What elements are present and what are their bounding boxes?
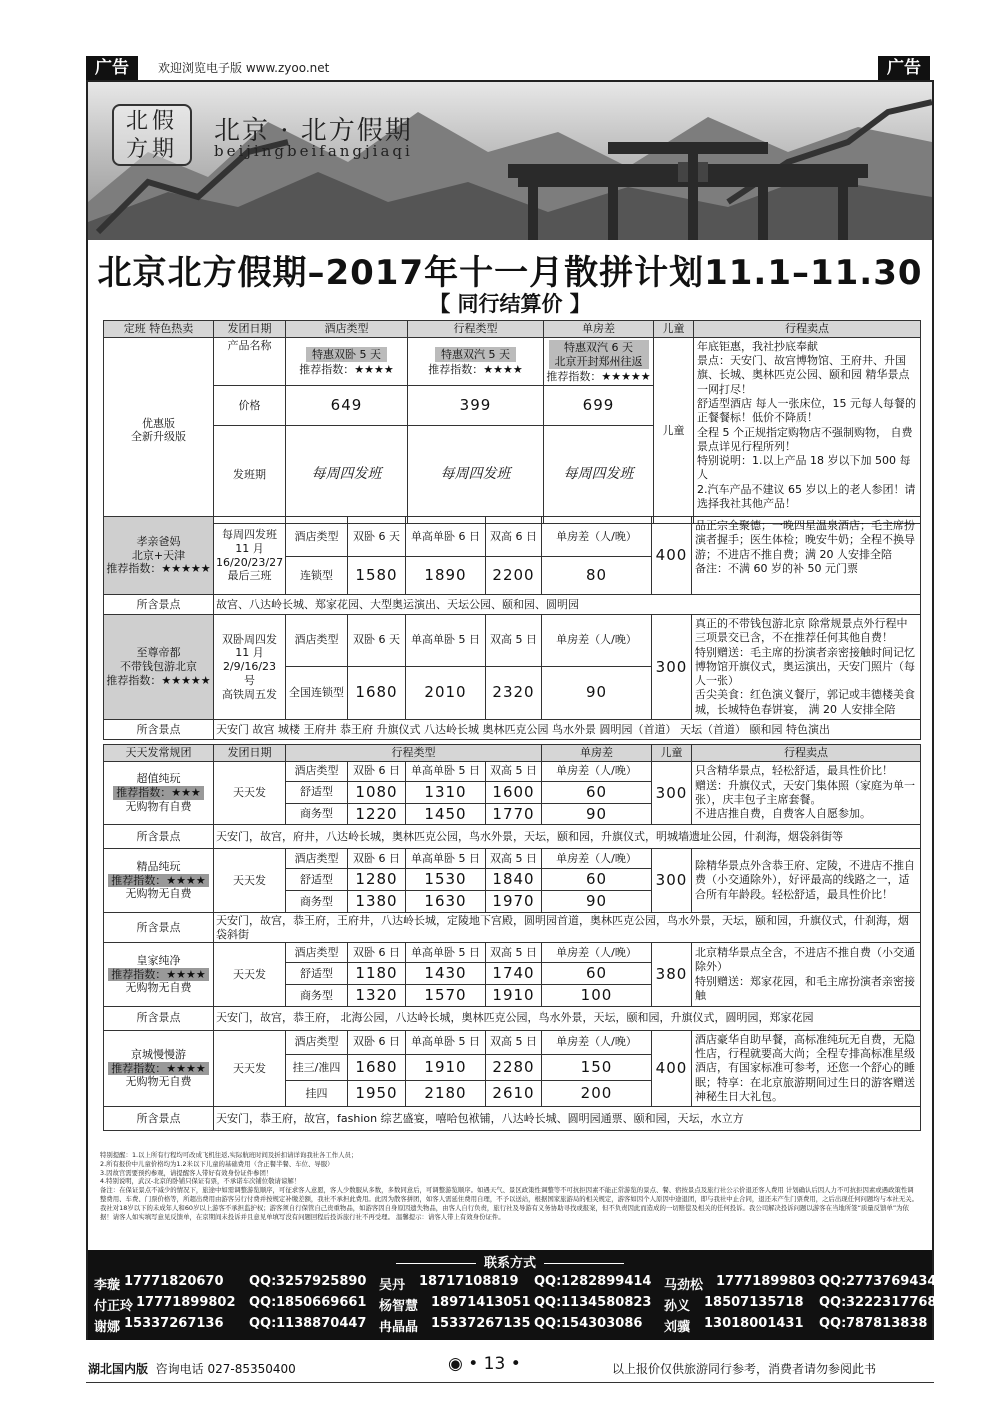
col-label: 单房差（人/晚） (542, 517, 652, 557)
qq-label: QQ: (819, 1274, 847, 1289)
price-value: 90 (542, 891, 652, 913)
product-cell (408, 337, 544, 385)
contact-name: 孙义 (664, 1299, 691, 1314)
header-cell: 发团日期 (214, 745, 286, 762)
col-label: 酒店类型 (286, 849, 348, 869)
price-value: 1770 (486, 803, 542, 825)
price-value: 1220 (348, 803, 406, 825)
price-value: 2010 (406, 666, 486, 720)
header-cell: 行程卖点 (692, 745, 921, 762)
hotel-type: 舒适型 (286, 781, 348, 803)
contact-qq: 3257925890 (276, 1274, 367, 1289)
header-cell: 单房差 (544, 321, 654, 338)
contact-name: 谢娜 (94, 1320, 121, 1335)
col-label: 单高单卧 5 日 (406, 943, 486, 963)
label-price: 价格 (214, 386, 286, 426)
contact-phone: 13018001431 (704, 1316, 804, 1331)
welcome-text: 欢迎浏览电子版 www.zyoo.net (158, 61, 330, 75)
contact-name: 付正玲 (94, 1299, 134, 1314)
col-label: 单高单卧 5 日 (406, 849, 486, 869)
edition-label: 湖北国内版 (88, 1362, 149, 1376)
spots-list: 故宫、八达岭长城、郑家花园、大型奥运演出、天坛公园、颐和园、圆明园 (214, 595, 921, 615)
col-label: 单房差（人/晚） (542, 1030, 652, 1054)
col-label: 双卧 6 日 (348, 943, 406, 963)
header-cell: 儿童 (654, 321, 694, 338)
qq-label: QQ: (534, 1295, 562, 1310)
header-cell: 酒店类型 (286, 321, 408, 338)
price-value: 1630 (406, 891, 486, 913)
selling-points: 真正的不带钱包游北京 除常规景点外行程中三项景交已含，不在推荐任何其他自费！ 特别赠送：毛主席的扮演者亲密接触时间记忆博物馆开旗仪式，奥运演出，天安门照片（每人一张） 舌尖美食：红色演义餐厅，郭记或丰德楼美食城，长城特色春饼宴， 满 20 人安排全陪 (692, 615, 921, 720)
child-price: 400 (652, 1030, 692, 1106)
hotel-type: 全国连锁型 (286, 666, 348, 720)
product-note: 无购物有自费 (125, 799, 192, 813)
hotel-type: 舒适型 (286, 963, 348, 985)
price-value: 1450 (406, 803, 486, 825)
product-name: 京城慢慢游 (131, 1047, 186, 1061)
product-cell (104, 943, 214, 1007)
contact-phone: 18971413051 (431, 1295, 531, 1310)
price-value: 100 (542, 985, 652, 1007)
schedule-value: 每周四发班 (408, 426, 544, 524)
group-name: 优惠版 全新升级版 (104, 337, 214, 523)
page-title: 北京北方假期–2017年十一月散拼计划11.1–11.30 (97, 253, 923, 293)
recommend-index: 推荐指数：★★★★ (108, 874, 208, 888)
price-value: 1910 (486, 985, 542, 1007)
price-value: 1600 (486, 781, 542, 803)
price-value: 1320 (348, 985, 406, 1007)
product-name: 特惠双卧 5 天 (306, 347, 387, 363)
brand-seal: 北假方期 (112, 104, 192, 166)
hotel-type: 挂三/准四 (286, 1054, 348, 1080)
product-cell (104, 615, 214, 720)
price-value: 1380 (348, 891, 406, 913)
child-price: 380 (652, 943, 692, 1007)
banner-pinyin: beijingbeifangjiaqi (214, 142, 413, 160)
contact-name: 杨智慧 (379, 1299, 419, 1314)
spots-label: 所含景点 (104, 825, 214, 849)
col-label: 酒店类型 (286, 761, 348, 781)
spots-list: 天安门，故宫，恭王府， 北海公园，八达岭长城，奥林匹克公园，鸟水外景，天坛，颐和园，升旗仪式，圆明园，郑家花园 (214, 1006, 921, 1030)
qq-label: QQ: (534, 1274, 562, 1289)
table-header-row (104, 745, 921, 762)
hotel-type: 商务型 (286, 803, 348, 825)
selling-points: 品正宗全聚德；一晚四星温泉酒店；毛主席扮演者握手；医生体检；晚安牛奶；全程不换导游；不进店不推自费；满 20 人安排全陪 备注：不满 60 岁的补 50 元门票 (692, 517, 921, 595)
contact-phone: 18507135718 (704, 1295, 804, 1310)
recommend-index: 推荐指数：★★★★ (299, 363, 394, 377)
departure-date: 天天发 (214, 761, 286, 825)
contact-qq: 1134580823 (561, 1295, 652, 1310)
price-value: 1570 (406, 985, 486, 1007)
selling-points: 酒店豪华自助早餐，高标准纯玩无自费，无隐性店，行程就要高大尚；全程专排高标准星级酒店，有国家标准可参考，还您一个舒心的睡眠；特享：在北京旅游期间过生日的游客赠送神秘生日大礼包。 (692, 1030, 921, 1106)
label-product-name: 产品名称 (214, 337, 286, 385)
product-cell (544, 337, 654, 385)
price-value: 1950 (348, 1081, 406, 1107)
recommend-index: 推荐指数：★★★★★ (106, 673, 211, 687)
col-label: 双高 5 日 (486, 615, 542, 667)
header-cell: 单房差 (542, 745, 652, 762)
price-value: 80 (542, 557, 652, 595)
col-label: 单高单卧 5 日 (406, 1030, 486, 1054)
col-label: 双卧 6 天 (348, 517, 406, 557)
col-label: 双高 5 日 (486, 943, 542, 963)
price-value: 1280 (348, 869, 406, 891)
footer-edition (88, 1360, 296, 1377)
header-cell: 天天发常规团 (104, 745, 214, 762)
col-label: 单房差（人/晚） (542, 943, 652, 963)
contact-title (88, 1252, 932, 1271)
product-cell (104, 849, 214, 913)
product-note: 无购物无自费 (125, 887, 192, 901)
price-value: 1840 (486, 869, 542, 891)
contact-phone: 15337267136 (124, 1316, 224, 1331)
price-value: 1580 (348, 557, 406, 595)
contact-phone: 15337267135 (431, 1316, 531, 1331)
schedule-value: 每周四发班 (544, 426, 654, 524)
col-label: 双高 5 日 (486, 849, 542, 869)
hotline: 咨询电话 027-85350400 (155, 1362, 296, 1376)
col-label: 双高 5 日 (486, 761, 542, 781)
spots-list: 天安门，故宫，恭王府，王府井，八达岭长城，定陵地下宫殿，圆明园首道，奥林匹克公园，鸟水外景，天坛，颐和园，升旗仪式，什刹海，烟袋斜街 (214, 912, 921, 943)
price-value: 60 (542, 781, 652, 803)
col-label: 酒店类型 (286, 1030, 348, 1054)
header-cell: 儿童 (652, 745, 692, 762)
contact-phone: 17771899803 (716, 1274, 816, 1289)
price-value: 1890 (406, 557, 486, 595)
recommend-index: 推荐指数：★★★★ (108, 1062, 208, 1076)
hotel-type: 挂四 (286, 1081, 348, 1107)
col-label: 单房差（人/晚） (542, 761, 652, 781)
col-label: 双高 6 日 (486, 517, 542, 557)
child-price: 400 (652, 517, 692, 595)
departure-date: 天天发 (214, 1030, 286, 1106)
banner-image (88, 82, 932, 240)
table-daily-tours (103, 744, 921, 1131)
qq-label: QQ: (249, 1316, 277, 1331)
price-value: 1530 (406, 869, 486, 891)
contact-qq: 1138870447 (276, 1316, 367, 1331)
col-label: 单高单卧 5 日 (406, 761, 486, 781)
hotel-type: 舒适型 (286, 869, 348, 891)
product-cell (104, 761, 214, 825)
price-value: 1080 (348, 781, 406, 803)
hotel-type: 商务型 (286, 985, 348, 1007)
contact-name: 冉晶晶 (379, 1320, 419, 1335)
spots-list: 天安门，恭王府，故宫，fashion 综艺盛宴，嘻哈包袱铺，八达岭长城、圆明园通票、颐和园，天坛，水立方 (214, 1107, 921, 1131)
recommend-index: 推荐指数：★★★ (113, 786, 204, 800)
qq-label: QQ: (819, 1295, 847, 1310)
header-cell: 定班 特色热卖 (104, 321, 214, 338)
price-value: 60 (542, 869, 652, 891)
product-name: 特惠双汽 5 天 (435, 347, 516, 363)
great-wall-illustration (88, 82, 932, 240)
product-name: 孝亲爸妈 北京+天津 (131, 534, 186, 562)
price-value: 1970 (486, 891, 542, 913)
col-label: 双高 5 日 (486, 1030, 542, 1054)
contact-qq: 1282899414 (561, 1274, 652, 1289)
col-label: 双卧 6 天 (348, 615, 406, 667)
child-price: 300 (652, 615, 692, 720)
contact-qq: 1850669661 (276, 1295, 367, 1310)
col-label: 双卧 6 日 (348, 1030, 406, 1054)
product-name: 超值纯玩 (136, 772, 181, 786)
footer-rule (86, 1382, 934, 1383)
price-value: 90 (542, 666, 652, 720)
qq-label: QQ: (534, 1316, 562, 1331)
price-value: 699 (544, 386, 654, 426)
departure-date: 天天发 (214, 943, 286, 1007)
price-value: 150 (542, 1054, 652, 1080)
spots-list: 天安门 故宫 城楼 王府井 恭王府 升旗仪式 八达岭长城 奥林匹克公园 鸟水外景 圆明园（首道） 天坛（首道） 颐和园 特色演出 (214, 720, 921, 740)
qq-label: QQ: (819, 1316, 847, 1331)
col-label: 双卧 6 日 (348, 849, 406, 869)
contact-phone: 18717108819 (419, 1274, 519, 1289)
banner-title: 北京 · 北方假期 (214, 116, 413, 146)
spots-label: 所含景点 (104, 912, 214, 943)
product-cell (104, 1030, 214, 1106)
price-value: 2280 (486, 1054, 542, 1080)
price-value: 1680 (348, 666, 406, 720)
ad-label-left: 广告 (86, 56, 138, 80)
departure-date: 天天发 (214, 849, 286, 913)
spots-label: 所含景点 (104, 1107, 214, 1131)
product-name: 皇家纯净 (136, 953, 181, 967)
contact-name: 马劲松 (664, 1278, 704, 1293)
spots-list: 天安门，故宫，府井，八达岭长城，奥林匹克公园，鸟水外景，天坛，颐和园，升旗仪式，明城墙遗址公园，什刹海，烟袋斜街等 (214, 825, 921, 849)
contact-qq: 787813838 (846, 1316, 928, 1331)
child-label: 儿童 (654, 337, 694, 523)
contact-qq: 3222317768 (846, 1295, 937, 1310)
col-label: 酒店类型 (286, 615, 348, 667)
product-name: 特惠双汽 6 天 北京开封郑州往返 (549, 340, 649, 370)
header-cell: 发团日期 (214, 321, 286, 338)
col-label: 单高单卧 6 日 (406, 517, 486, 557)
page-subtitle: 【 同行结算价 】 (429, 292, 591, 316)
product-note: 无购物无自费 (125, 1075, 192, 1089)
price-value: 1910 (406, 1054, 486, 1080)
table-discount (103, 320, 921, 524)
child-price: 300 (652, 761, 692, 825)
recommend-index: 推荐指数：★★★★★ (106, 562, 211, 576)
qq-label: QQ: (249, 1274, 277, 1289)
contact-qq: 154303086 (561, 1316, 643, 1331)
col-label: 单房差（人/晚） (542, 849, 652, 869)
price-value: 2320 (486, 666, 542, 720)
price-value: 649 (286, 386, 408, 426)
daily-tours-body (104, 761, 921, 1130)
price-value: 60 (542, 963, 652, 985)
header-cell: 行程卖点 (694, 321, 921, 338)
price-value: 399 (408, 386, 544, 426)
hotel-type: 连锁型 (286, 557, 348, 595)
selling-points: 北京精华景点全含，不进店不推自费（小交通除外） 特别赠送：郑家花园，和毛主席扮演者亲密接触 (692, 943, 921, 1007)
selling-points: 年底钜惠，我社抄底奉献 景点：天安门、故宫博物馆、王府井、升国旗、长城、奥林匹克公园、颐和园 精华景点一网打尽！ 舒适型酒店 每人一张床位，15 元每人每餐的正餐餐标！低价不降质！ 全程 5 个正规指定购物店不强制购物， 自费景点详见行程所列！ 特别说明：1.以上产品 18 岁以下加 500 每人 2.汽车产品不建议 65 岁以上的老人参团！请选择我社其他产品！ (694, 337, 921, 523)
contact-name: 吴丹 (379, 1278, 406, 1293)
price-value: 90 (542, 803, 652, 825)
price-value: 2610 (486, 1081, 542, 1107)
spots-label: 所含景点 (104, 720, 214, 740)
product-cell (286, 337, 408, 385)
label-schedule: 发班期 (214, 426, 286, 524)
product-note: 无购物无自费 (125, 981, 192, 995)
departure-date: 双卧周四发 11 月 2/9/16/23 号 高铁周五发 (214, 615, 286, 720)
col-label: 单房差（人/晚） (542, 615, 652, 667)
contact-qq: 2773769434 (846, 1274, 937, 1289)
spots-label: 所含景点 (104, 1006, 214, 1030)
contact-phone: 17771820670 (124, 1274, 224, 1289)
product-name: 精品纯玩 (136, 859, 181, 873)
col-label: 酒店类型 (286, 517, 348, 557)
product-cell (104, 517, 214, 595)
price-value: 2180 (406, 1081, 486, 1107)
col-label: 酒店类型 (286, 943, 348, 963)
col-label: 单高单卧 5 日 (406, 615, 486, 667)
table-featured (103, 516, 921, 740)
price-value: 200 (542, 1081, 652, 1107)
contact-phone: 17771899802 (136, 1295, 236, 1310)
price-value: 1310 (406, 781, 486, 803)
footer-disclaimer: 以上报价仅供旅游同行参考，消费者请勿参阅此书 (612, 1362, 877, 1376)
price-value: 1180 (348, 963, 406, 985)
spots-label: 所含景点 (104, 595, 214, 615)
price-value: 1740 (486, 963, 542, 985)
header-cell: 行程类型 (408, 321, 544, 338)
recommend-index: 推荐指数：★★★★★ (546, 370, 651, 384)
qq-label: QQ: (249, 1295, 277, 1310)
hotel-type: 商务型 (286, 891, 348, 913)
contact-section (88, 1250, 937, 1340)
selling-points: 除精华景点外含恭王府、定陵，不进店不推自费（小交通除外），好评最高的线路之一，适合所有年龄段。轻松舒适，最具性价比！ (692, 849, 921, 913)
page-number: ◉ • 13 • (448, 1354, 521, 1374)
recommend-index: 推荐指数：★★★★ (108, 968, 208, 982)
ad-label-right: 广告 (878, 56, 930, 80)
notes-text: 特别提醒：1.以上所有行程均可改成飞机往返,实际航班时间及折扣请详询我社各工作人员； 2.所有报价中儿童价格均为1.2米以下儿童的基础费用（含正餐半餐、车位、导服） 3.因故宫需要预约参观，请提醒客人带好有效身份证件参团！ 4.特别说明，武汉-北京的卧铺只保证有票，不承诺车次铺位敬请谅解！ 备注：在保证景点不减少的情况下，旅途中如需调整游览顺序，可征求客人意愿，客人少数服从多数，多数同意后，可调整游览顺序。如遇天气、景区政策性调整等不可抗拒因素不能正常游览的景点、餐、宿按景点及旅行社公示价退还客人费用 计划确认后因人力不可抗拒因素或遇政策性调整费用、车费、门票价格等，所超出费用由游客另行付费并按规定补缴差额，我社不承担此费用。此因为散客拼团，如客人需延住费用自理，不予以送站，根据国家旅游局的相关规定，游客如因个人原因中途退团，即与我社中止合同，退还未产生门票费用，之后出现任何问题均与本社无关。我社对18岁以下的未成年人和60岁以上游客不承担监护权；游客须自行保管自己贵重物品，如游客因自身原因遗失物品，由客人自行负责，旅行社及导游有义务协助寻找或报案，但不负责因此而造成的一切赔偿及相关的任何投诉。我公司解决投诉问题以游客在当地所签“质量反馈单”为依据！请客人如实填写意见反馈单，在京期间未投诉并且意见单填写没有问题回程后投诉旅行社不再受理。 温馨提示：请客人带上有效身份证件。 (100, 1151, 918, 1221)
product-name: 至尊帝都 不带钱包游北京 (120, 646, 197, 674)
recommend-index: 推荐指数：★★★★ (428, 363, 523, 377)
selling-points: 只含精华景点，轻松舒适，最具性价比！ 赠送：升旗仪式，天安门集体照（家庭为单一张），庆丰包子主席套餐。 不进店推自费，自费客人自愿参加。 (692, 761, 921, 825)
departure-date: 每周四发班 11 月 16/20/23/27 最后三班 (214, 517, 286, 595)
contact-name: 李璇 (94, 1278, 121, 1293)
price-value: 1430 (406, 963, 486, 985)
price-value: 2200 (486, 557, 542, 595)
price-value: 1680 (348, 1054, 406, 1080)
table-header-row (104, 321, 921, 338)
contact-name: 刘骥 (664, 1320, 691, 1335)
child-price: 300 (652, 849, 692, 913)
header-cell: 行程类型 (286, 745, 542, 762)
contact-title-text: 联系方式 (483, 1256, 536, 1271)
schedule-value: 每周四发班 (286, 426, 408, 524)
col-label: 双卧 6 日 (348, 761, 406, 781)
